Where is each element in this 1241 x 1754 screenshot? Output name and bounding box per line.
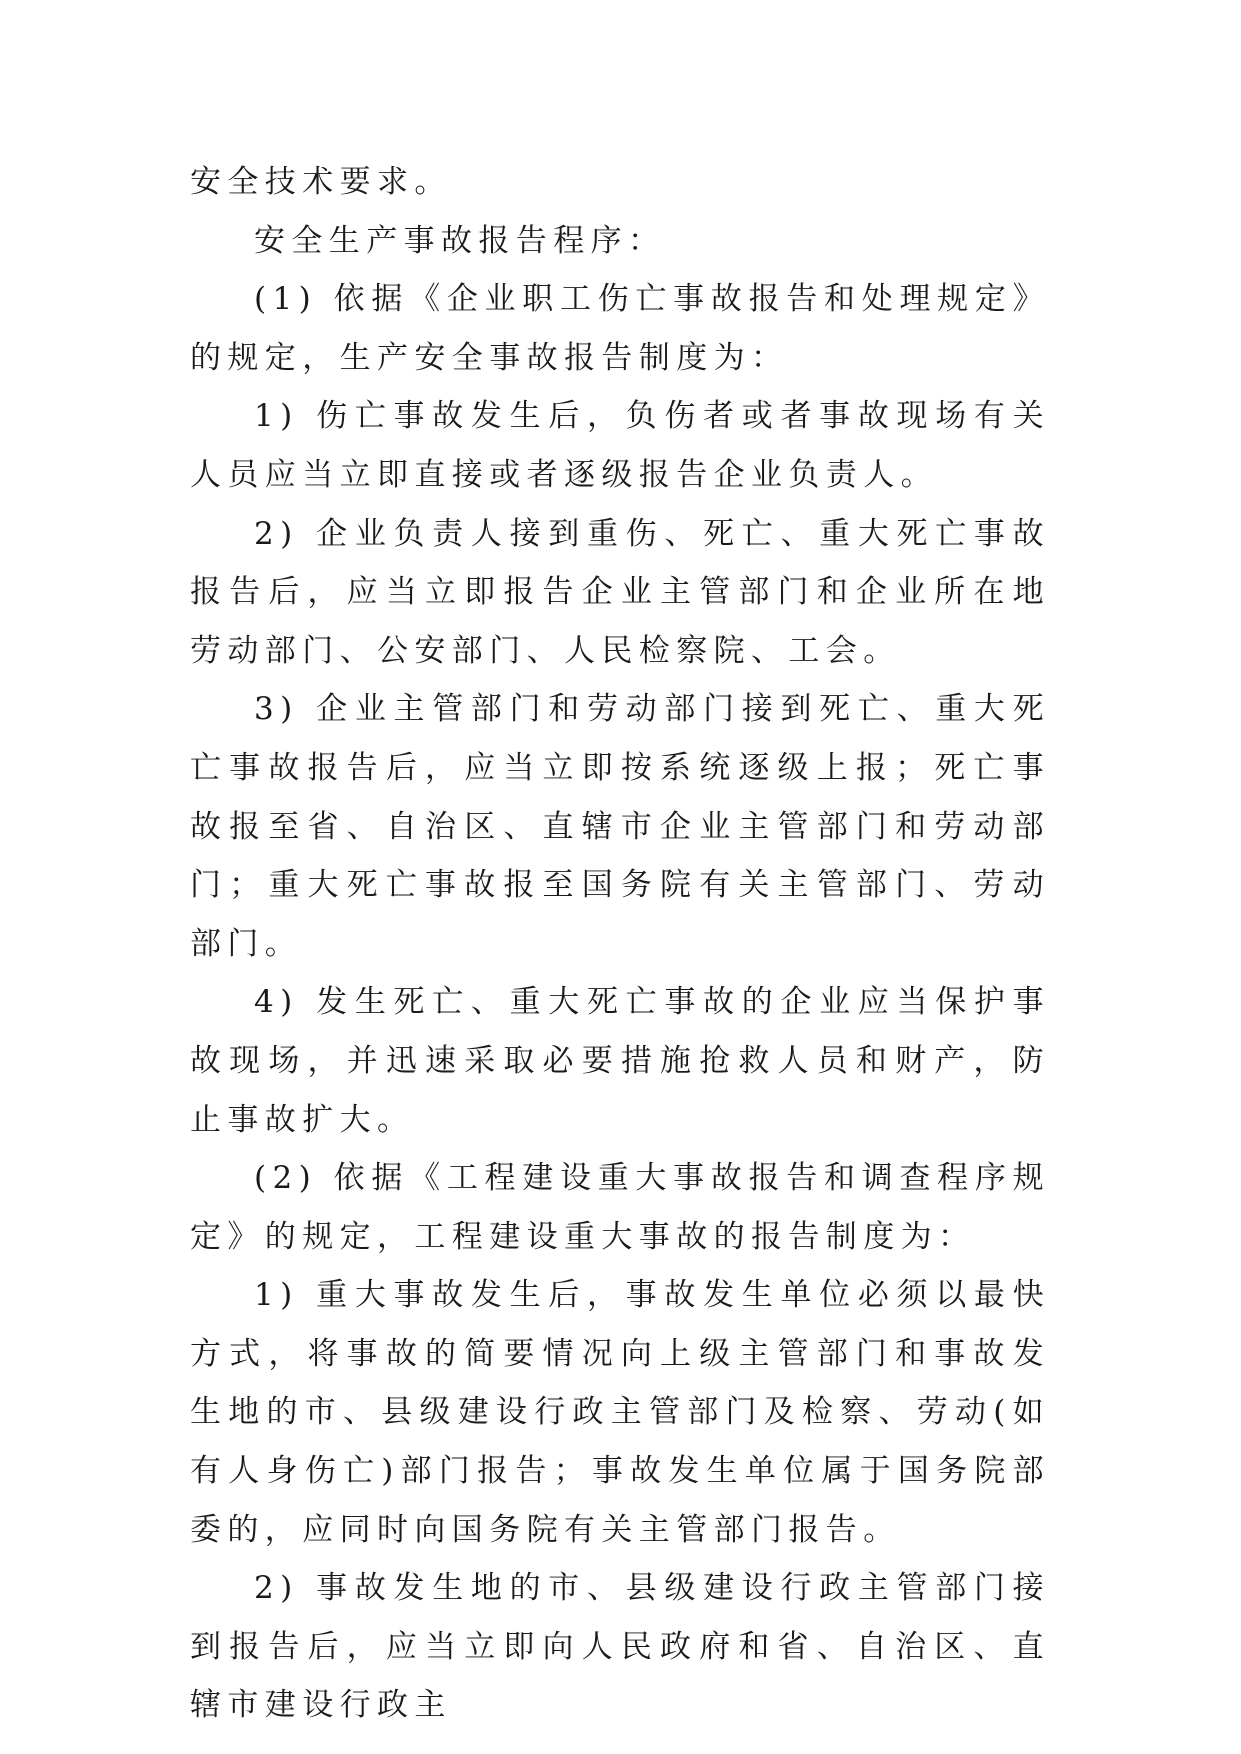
document-body: [190, 153, 1050, 1735]
paragraph-item-1-1: 1) 伤亡事故发生后，负伤者或者事故现场有关人员应当立即直接或者逐级报告企业负责人。: [190, 398, 1050, 493]
paragraph-item-2: (2) 依据《工程建设重大事故报告和调查程序规定》的规定，工程建设重大事故的报告制度为：: [190, 1160, 1050, 1255]
paragraph-item-1: (1) 依据《企业职工伤亡事故报告和处理规定》的规定，生产安全事故报告制度为：: [190, 281, 1050, 376]
paragraph-item-2-1: 1) 重大事故发生后，事故发生单位必须以最快方式，将事故的简要情况向上级主管部门和事故发生地的市、县级建设行政主管部门及检察、劳动(如有人身伤亡)部门报告；事故发生单位属于国务院部委的，应同时向国务院有关主管部门报告。: [190, 1277, 1050, 1548]
paragraph-safety-requirements: 安全技术要求。: [190, 164, 452, 200]
paragraph-item-1-3: 3) 企业主管部门和劳动部门接到死亡、重大死亡事故报告后，应当立即按系统逐级上报；死亡事故报至省、自治区、直辖市企业主管部门和劳动部门；重大死亡事故报至国务院有关主管部门、劳动部门。: [190, 691, 1050, 962]
paragraph-item-1-2: 2) 企业负责人接到重伤、死亡、重大死亡事故报告后，应当立即报告企业主管部门和企业所在地劳动部门、公安部门、人民检察院、工会。: [190, 515, 1050, 669]
paragraph-item-2-2: 2) 事故发生地的市、县级建设行政主管部门接到报告后，应当立即向人民政府和省、自治区、直辖市建设行政主: [190, 1570, 1050, 1724]
paragraph-report-procedure-heading: 安全生产事故报告程序：: [254, 222, 666, 259]
paragraph-item-1-4: 4) 发生死亡、重大死亡事故的企业应当保护事故现场，并迅速采取必要措施抢救人员和财产，防止事故扩大。: [190, 984, 1050, 1138]
